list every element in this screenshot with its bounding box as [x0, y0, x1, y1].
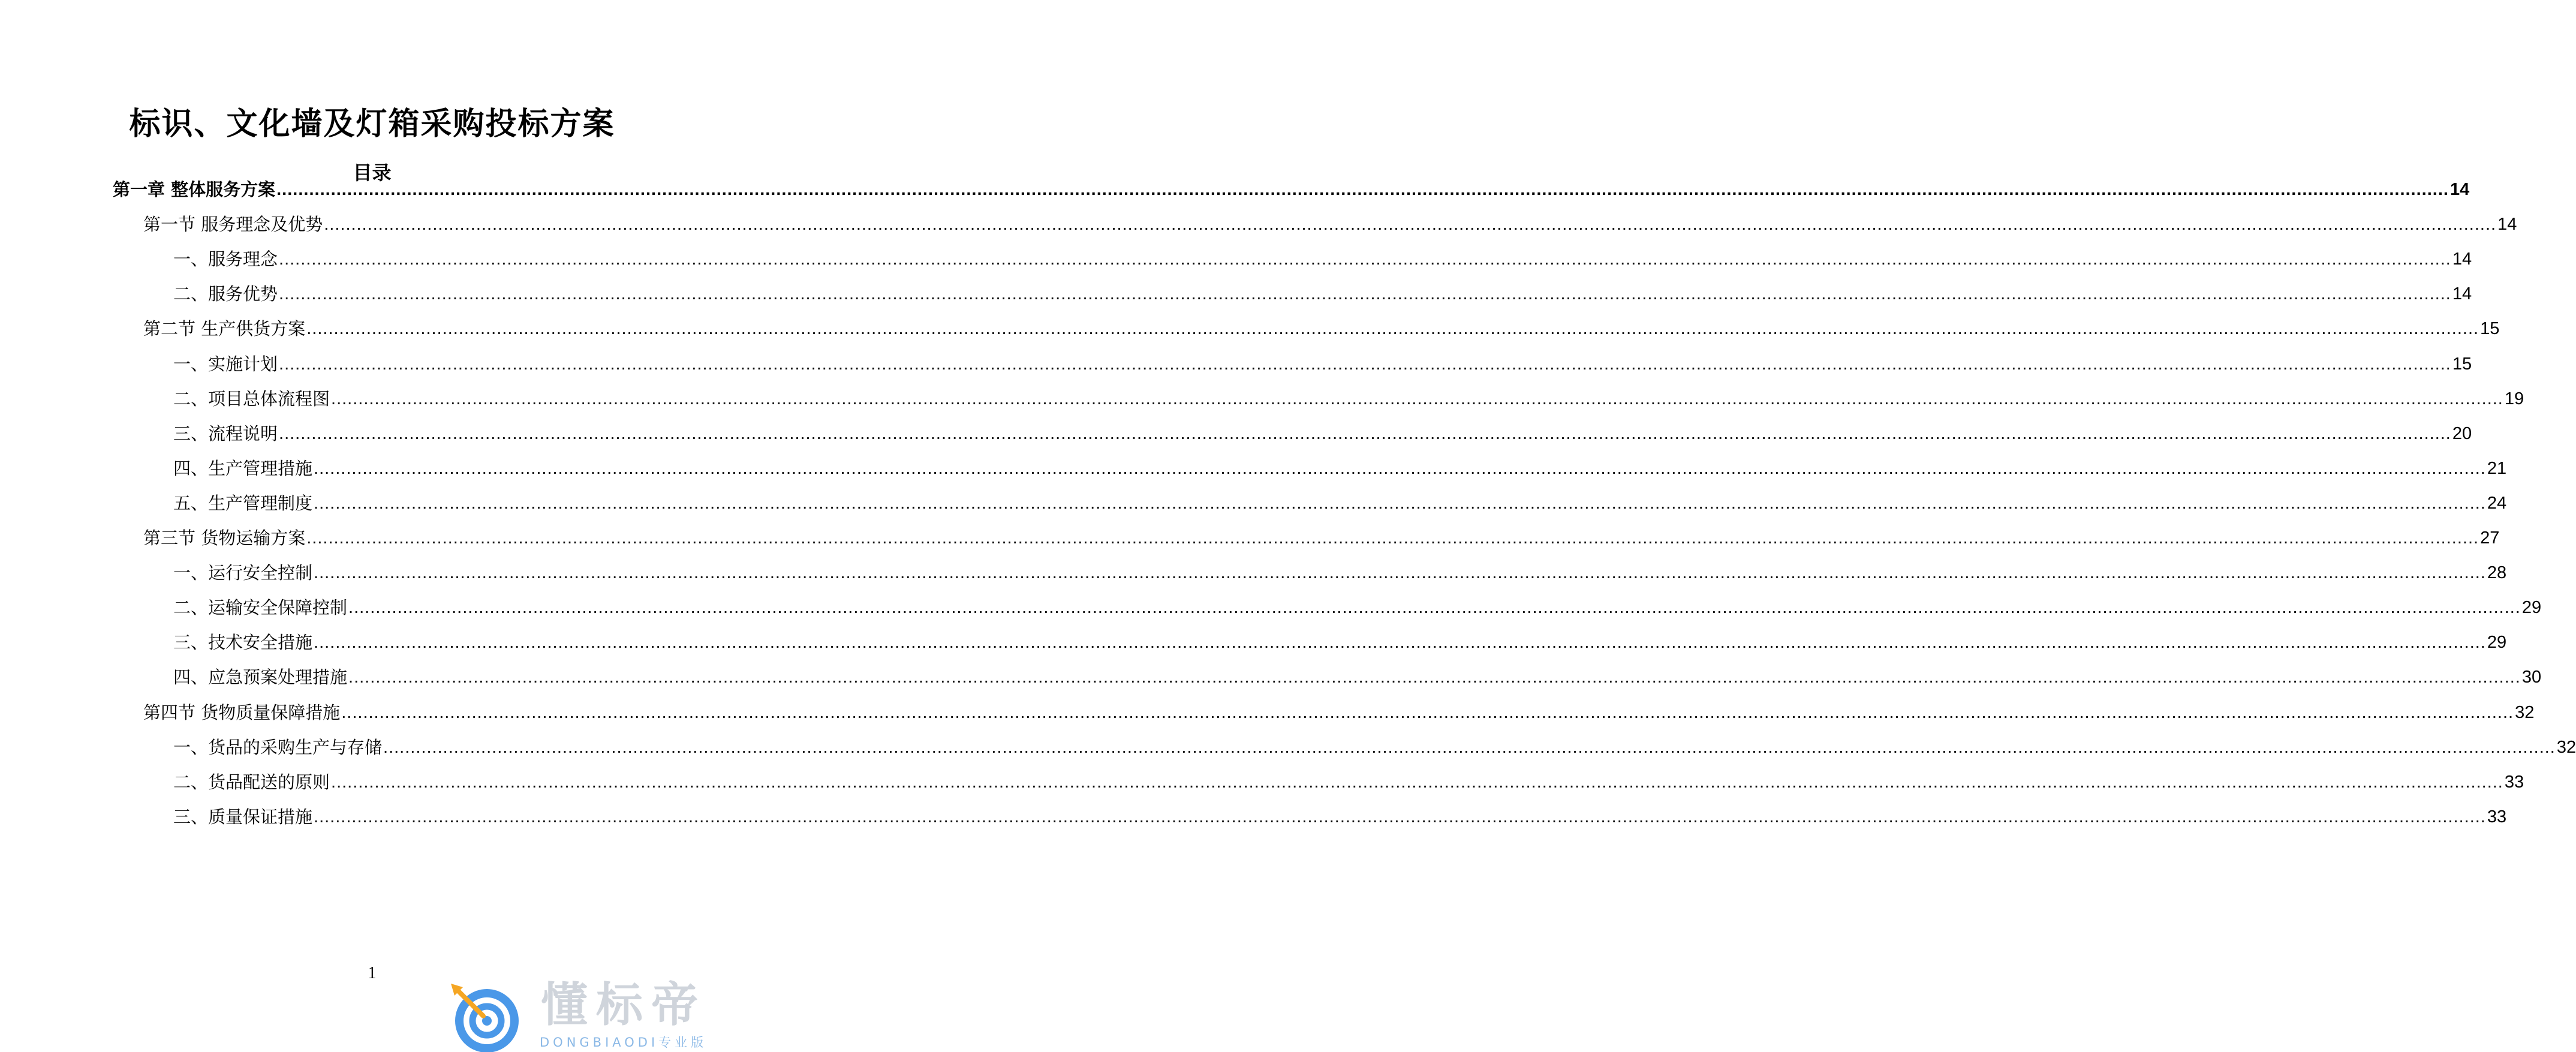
- toc-dot-leader: ................................................................................................................................................................................................................................................................................................................................................................................................................: [279, 424, 2451, 443]
- toc-entry-label: 第二节 生产供货方案: [143, 318, 306, 339]
- toc-heading: 目录: [353, 161, 392, 184]
- toc-dot-leader: ................................................................................................................................................................................................................................................................................................................................................................................................................: [314, 807, 2486, 826]
- toc-entry[interactable]: [173, 455, 2507, 482]
- toc-entry-page: 19: [2504, 389, 2524, 408]
- watermark-brand: 懂标帝: [541, 978, 707, 1032]
- target-logo-icon: [445, 981, 519, 1051]
- toc-entry[interactable]: [173, 664, 2542, 690]
- toc-entry-page: 29: [2521, 598, 2542, 617]
- toc-entry-label: 二、运输安全保障控制: [173, 597, 348, 618]
- toc-entry-label: 四、应急预案处理措施: [173, 667, 348, 687]
- toc-entry[interactable]: [143, 525, 2500, 551]
- toc-entry-label: 三、质量保证措施: [173, 807, 313, 827]
- toc-entry[interactable]: [113, 176, 2470, 203]
- toc-dot-leader: ................................................................................................................................................................................................................................................................................................................................................................................................................: [314, 494, 2486, 513]
- watermark-subtitle: DONGBIAODI专业版: [540, 1035, 708, 1050]
- toc-entry-page: 27: [2480, 528, 2500, 548]
- toc-entry[interactable]: [173, 804, 2507, 830]
- toc-entry-page: 29: [2487, 633, 2507, 652]
- watermark: [445, 976, 739, 1051]
- toc-entry[interactable]: [173, 560, 2507, 586]
- toc-entry-page: 24: [2487, 494, 2507, 513]
- toc-entry[interactable]: [173, 386, 2524, 412]
- toc-entry[interactable]: [173, 351, 2472, 377]
- toc-entry-label: 一、实施计划: [173, 354, 278, 374]
- toc-entry-page: 21: [2487, 459, 2507, 478]
- toc-entry-page: 15: [2480, 319, 2500, 338]
- document-title: 标识、文化墙及灯箱采购投标方案: [129, 106, 615, 142]
- toc-entry-label: 三、流程说明: [173, 423, 278, 444]
- toc-entry-page: 14: [2452, 284, 2472, 303]
- toc-dot-leader: ................................................................................................................................................................................................................................................................................................................................................................................................................: [348, 598, 2521, 617]
- toc-entry-page: 33: [2487, 807, 2507, 826]
- toc-entry-page: 14: [2449, 180, 2470, 199]
- toc-entry-label: 第一章 整体服务方案: [113, 179, 276, 200]
- toc-entry-page: 32: [2556, 738, 2576, 757]
- toc-entry-label: 第一节 服务理念及优势: [143, 214, 323, 235]
- toc-dot-leader: ................................................................................................................................................................................................................................................................................................................................................................................................................: [306, 528, 2479, 548]
- toc-entry-page: 28: [2487, 563, 2507, 582]
- toc-entry-label: 第三节 货物运输方案: [143, 528, 306, 548]
- toc-entry-page: 14: [2452, 250, 2472, 269]
- toc-entry-page: 20: [2452, 424, 2472, 443]
- toc-dot-leader: ................................................................................................................................................................................................................................................................................................................................................................................................................: [279, 250, 2451, 269]
- page-number: 1: [368, 964, 377, 982]
- toc-dot-leader: ................................................................................................................................................................................................................................................................................................................................................................................................................: [331, 773, 2503, 792]
- toc-entry[interactable]: [173, 420, 2472, 447]
- toc-dot-leader: ................................................................................................................................................................................................................................................................................................................................................................................................................: [279, 284, 2451, 303]
- toc-dot-leader: ................................................................................................................................................................................................................................................................................................................................................................................................................: [314, 633, 2486, 652]
- toc-entry[interactable]: [173, 594, 2542, 621]
- toc-entry-page: 30: [2521, 668, 2542, 687]
- toc-entry[interactable]: [143, 699, 2535, 726]
- toc-dot-leader: ................................................................................................................................................................................................................................................................................................................................................................................................................: [324, 215, 2497, 234]
- toc-entry-page: 14: [2497, 215, 2517, 234]
- toc-entry-label: 三、技术安全措施: [173, 632, 313, 653]
- toc-entry-page: 15: [2452, 354, 2472, 374]
- toc-dot-leader: ................................................................................................................................................................................................................................................................................................................................................................................................................: [341, 703, 2514, 722]
- toc-entry-label: 二、货品配送的原则: [173, 772, 330, 792]
- toc-dot-leader: ................................................................................................................................................................................................................................................................................................................................................................................................................: [279, 354, 2451, 374]
- toc-dot-leader: ................................................................................................................................................................................................................................................................................................................................................................................................................: [306, 319, 2479, 338]
- toc-dot-leader: ................................................................................................................................................................................................................................................................................................................................................................................................................: [314, 459, 2486, 478]
- toc-entry-label: 一、运行安全控制: [173, 563, 313, 583]
- toc-entry[interactable]: [173, 734, 2576, 761]
- toc-entry-label: 一、服务理念: [173, 249, 278, 269]
- toc-entry[interactable]: [143, 211, 2517, 238]
- toc-entry-label: 二、项目总体流程图: [173, 389, 330, 409]
- toc-entry[interactable]: [173, 490, 2507, 516]
- toc-entry[interactable]: [173, 246, 2472, 272]
- toc-entry[interactable]: [143, 315, 2500, 342]
- toc-entry-page: 33: [2504, 773, 2524, 792]
- toc-entry-label: 五、生产管理制度: [173, 493, 313, 513]
- toc-entry-label: 二、服务优势: [173, 284, 278, 304]
- toc-dot-leader: ................................................................................................................................................................................................................................................................................................................................................................................................................: [276, 180, 2449, 199]
- toc-dot-leader: ................................................................................................................................................................................................................................................................................................................................................................................................................: [331, 389, 2503, 408]
- toc-entry-page: 32: [2515, 703, 2535, 722]
- toc-dot-leader: ................................................................................................................................................................................................................................................................................................................................................................................................................: [348, 668, 2521, 687]
- toc-entry-label: 一、货品的采购生产与存储: [173, 737, 383, 758]
- toc-entry[interactable]: [173, 629, 2507, 656]
- toc-dot-leader: ................................................................................................................................................................................................................................................................................................................................................................................................................: [383, 738, 2556, 757]
- toc-entry[interactable]: [173, 281, 2472, 307]
- toc-entry-label: 第四节 货物质量保障措施: [143, 702, 341, 723]
- toc-entry-label: 四、生产管理措施: [173, 458, 313, 479]
- toc-entry[interactable]: [173, 769, 2524, 795]
- toc-dot-leader: ................................................................................................................................................................................................................................................................................................................................................................................................................: [314, 563, 2486, 582]
